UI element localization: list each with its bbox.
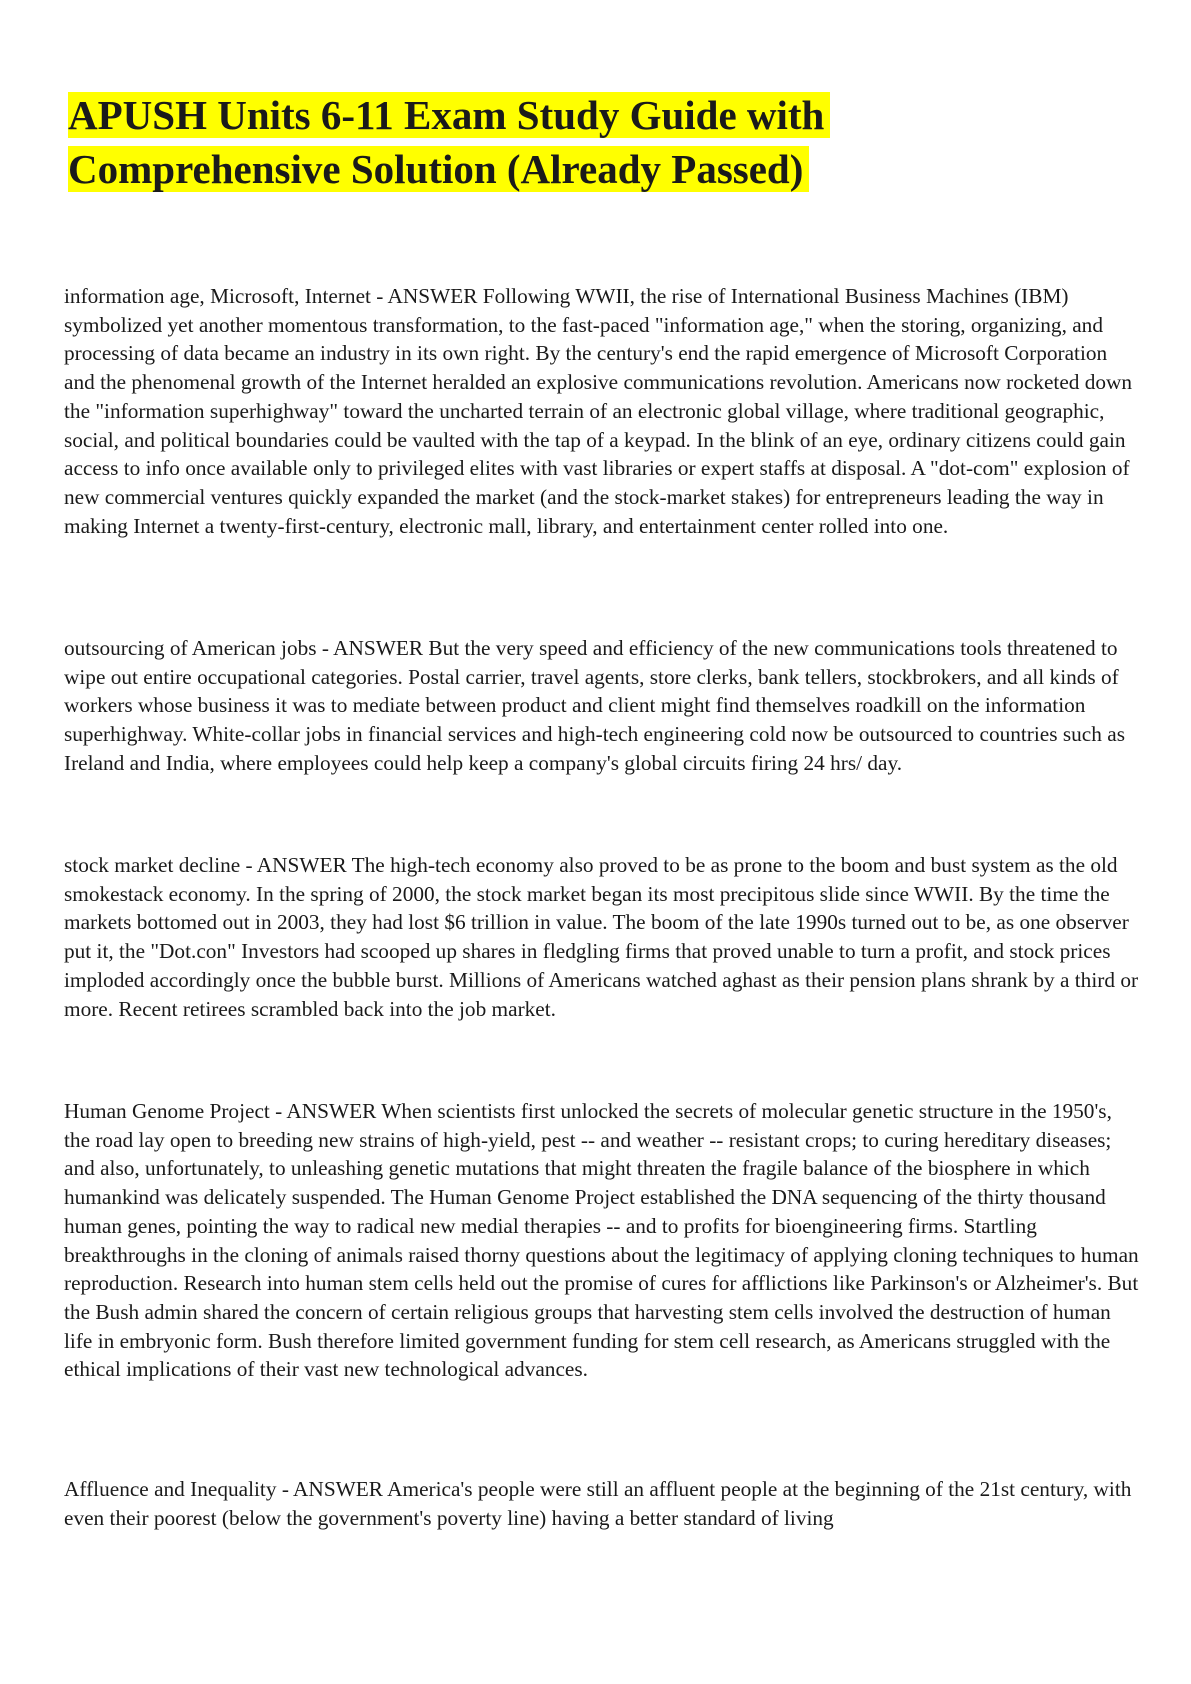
title-line-1: APUSH Units 6-11 Exam Study Guide with (68, 92, 830, 138)
qa-entry-affluence-inequality: Affluence and Inequality - ANSWER America's people were still an affluent people at the beginning of the 21st century, with even their poorest (below the government's poverty line) having a better standard of living (64, 1477, 1132, 1530)
qa-entry-information-age: information age, Microsoft, Internet - ANSWER Following WWII, the rise of International Business Machines (IBM) symbolized yet another momentous transformation, to the fast-paced "information age," when the storing, organizing, and processing of data became an industry in its own right. By the century's end the rapid emergence of Microsoft Corporation and the phenomenal growth of the Internet heralded an explosive communications revolution. Americans now rocketed down the "information superhighway" toward the uncharted terrain of an electronic global village, where traditional geographic, social, and political boundaries could be vaulted with the tap of a keypad. In the blink of an eye, ordinary citizens could gain access to info once available only to privileged elites with vast libraries or expert staffs at disposal. A "dot-com" explosion of new commercial ventures quickly expanded the market (and the stock-market stakes) for entrepreneurs leading the way in making Internet a twenty-first-century, electronic mall, library, and entertainment center rolled into one. (64, 284, 1133, 538)
qa-entry-outsourcing: outsourcing of American jobs - ANSWER But the very speed and efficiency of the new communications tools threatened to wipe out entire occupational categories. Postal carrier, travel agents, store clerks, bank tellers, stockbrokers, and all kinds of workers whose business it was to mediate between product and client might find themselves roadkill on the information superhighway. White-collar jobs in financial services and high-tech engineering cold now be outsourced to countries such as Ireland and India, where employees could help keep a company's global circuits firing 24 hrs/ day. (64, 636, 1125, 775)
qa-entry-stock-market-decline: stock market decline - ANSWER The high-tech economy also proved to be as prone to the boom and bust system as the old smokestack economy. In the spring of 2000, the stock market began its most precipitous slide since WWII. By the time the markets bottomed out in 2003, they had lost $6 trillion in value. The boom of the late 1990s turned out to be, as one observer put it, the "Dot.con" Investors had scooped up shares in fledgling firms that proved unable to turn a profit, and stock prices imploded accordingly once the bubble burst. Millions of Americans watched aghast as their pension plans shrank by a third or more. Recent retirees scrambled back into the job market. (64, 853, 1139, 1021)
qa-entry-human-genome-project: Human Genome Project - ANSWER When scientists first unlocked the secrets of molecular genetic structure in the 1950's, the road lay open to breeding new strains of high-yield, pest -- and weather -- resistant crops; to curing hereditary diseases; and also, unfortunately, to unleashing genetic mutations that might threaten the fragile balance of the biosphere in which humankind was delicately suspended. The Human Genome Project established the DNA sequencing of the thirty thousand human genes, pointing the way to radical new medial therapies -- and to profits for bioengineering firms. Startling breakthroughs in the cloning of animals raised thorny questions about the legitimacy of applying cloning techniques to human reproduction. Research into human stem cells held out the promise of cures for afflictions like Parkinson's or Alzheimer's. But the Bush admin shared the concern of certain religious groups that harvesting stem cells involved the destruction of human life in embryonic form. Bush therefore limited government funding for stem cell research, as Americans struggled with the ethical implications of their vast new technological advances. (64, 1099, 1139, 1382)
title-line-2: Comprehensive Solution (Already Passed) (68, 146, 809, 192)
document-title (68, 88, 1138, 196)
document-page (68, 88, 1138, 196)
